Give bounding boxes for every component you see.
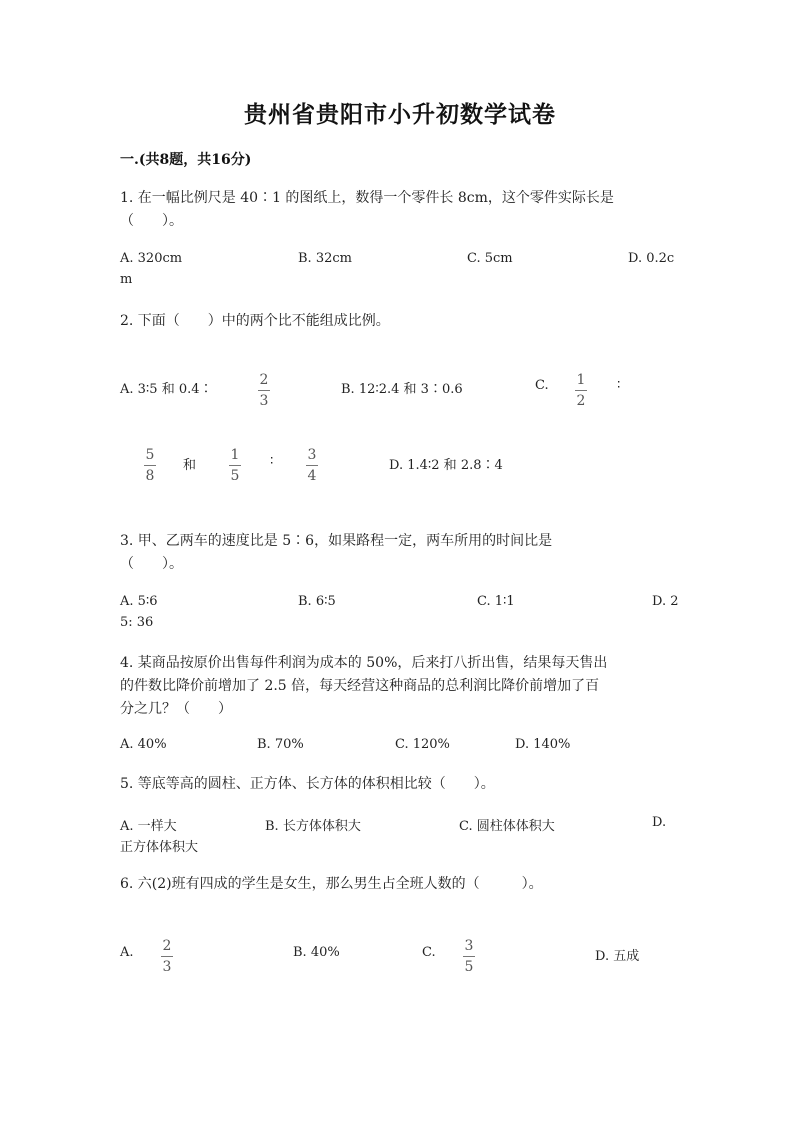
question-3-option-c[interactable]: C. 1∶1 (477, 594, 515, 609)
question-2-option-a[interactable]: A. 3∶5 和 0.4∶ (120, 382, 213, 397)
question-6-option-c[interactable]: C. (422, 945, 436, 960)
question-4-option-c[interactable]: C. 120% (395, 737, 450, 752)
question-3-option-d[interactable]: D. 2 (652, 594, 679, 609)
question-1-option-b[interactable]: B. 32cm (298, 251, 352, 266)
question-2-option-d[interactable]: D. 1.4∶2 和 2.8∶4 (389, 458, 503, 473)
question-4-option-d[interactable]: D. 140% (515, 737, 571, 752)
page-title: 贵州省贵阳市小升初数学试卷 (244, 101, 556, 128)
fraction-numerator: 2 (259, 372, 269, 388)
question-6-option-a[interactable]: A. (120, 945, 134, 960)
question-2-option-c-fraction (575, 372, 587, 409)
fraction-bar (229, 465, 241, 466)
fraction-denominator: 8 (145, 468, 155, 484)
fraction-bar (575, 390, 587, 391)
question-5-option-d-cont: 正方体体积大 (120, 840, 199, 855)
question-1-option-c[interactable]: C. 5cm (467, 251, 513, 266)
question-2-option-c-colon-2: ∶ (270, 454, 274, 469)
fraction-numerator: 2 (162, 938, 172, 954)
fraction-denominator: 5 (230, 468, 240, 484)
question-2-option-a-fraction (258, 372, 270, 409)
question-6-option-d[interactable]: D. 五成 (595, 949, 640, 964)
question-2-option-c-and: 和 (183, 458, 197, 473)
question-4-text: 4. 某商品按原价出售每件利润为成本的 50%，后来打八折出售，结果每天售出 (120, 655, 608, 671)
question-2-text: 2. 下面（ ）中的两个比不能组成比例。 (120, 313, 390, 329)
question-1-option-d-cont: m (120, 272, 133, 287)
question-2-option-c-fraction-3 (229, 447, 241, 484)
fraction-bar (463, 956, 475, 957)
fraction-bar (161, 956, 173, 957)
question-2-option-c-fraction-4 (306, 447, 318, 484)
question-6-option-c-fraction (463, 938, 475, 975)
question-3-option-a[interactable]: A. 5∶6 (120, 594, 158, 609)
question-3-option-d-cont: 5: 36 (120, 615, 154, 630)
question-1-option-a[interactable]: A. 320cm (120, 251, 183, 266)
fraction-denominator: 3 (259, 393, 269, 409)
question-3-option-b[interactable]: B. 6∶5 (298, 594, 336, 609)
question-2-option-c-colon: ∶ (617, 378, 621, 393)
fraction-denominator: 2 (576, 393, 586, 409)
question-3-text: 3. 甲、乙两车的速度比是 5∶6，如果路程一定，两车所用的时间比是 (120, 533, 553, 549)
fraction-numerator: 3 (307, 447, 317, 463)
fraction-denominator: 4 (307, 468, 317, 484)
fraction-denominator: 5 (464, 959, 474, 975)
question-1-text-cont: （ ）。 (120, 213, 183, 229)
question-4-option-a[interactable]: A. 40% (120, 737, 167, 752)
question-5-option-c[interactable]: C. 圆柱体体积大 (459, 819, 555, 834)
fraction-denominator: 3 (162, 959, 172, 975)
question-6-option-b[interactable]: B. 40% (293, 945, 340, 960)
fraction-bar (144, 465, 156, 466)
question-2-option-c[interactable]: C. (535, 378, 549, 393)
question-3-text-cont: （ ）。 (120, 556, 183, 572)
fraction-numerator: 5 (145, 447, 155, 463)
fraction-numerator: 1 (576, 372, 586, 388)
question-5-text: 5. 等底等高的圆柱、正方体、长方体的体积相比较（ ）。 (120, 776, 495, 792)
question-2-option-b[interactable]: B. 12∶2.4 和 3∶0.6 (341, 382, 463, 397)
question-6-option-a-fraction (161, 938, 173, 975)
question-4-text-cont: 的件数比降价前增加了 2.5 倍，每天经营这种商品的总利润比降价前增加了百 (120, 678, 600, 694)
question-1-option-d[interactable]: D. 0.2c (628, 251, 675, 266)
fraction-numerator: 1 (230, 447, 240, 463)
fraction-bar (306, 465, 318, 466)
fraction-bar (258, 390, 270, 391)
question-4-text-cont-2: 分之几？（ ） (120, 701, 232, 717)
question-5-option-a[interactable]: A. 一样大 (120, 819, 177, 834)
question-4-option-b[interactable]: B. 70% (257, 737, 304, 752)
question-6-text: 6. 六(2)班有四成的学生是女生，那么男生占全班人数的（ ）。 (120, 876, 543, 892)
question-5-option-b[interactable]: B. 长方体体积大 (265, 819, 361, 834)
question-5-option-d[interactable]: D. (652, 815, 667, 830)
fraction-numerator: 3 (464, 938, 474, 954)
section-heading: 一.(共8题，共16分) (120, 152, 252, 168)
question-1-text: 1. 在一幅比例尺是 40∶1 的图纸上，数得一个零件长 8cm，这个零件实际长是 (120, 190, 614, 206)
question-2-option-c-fraction-2 (144, 447, 156, 484)
